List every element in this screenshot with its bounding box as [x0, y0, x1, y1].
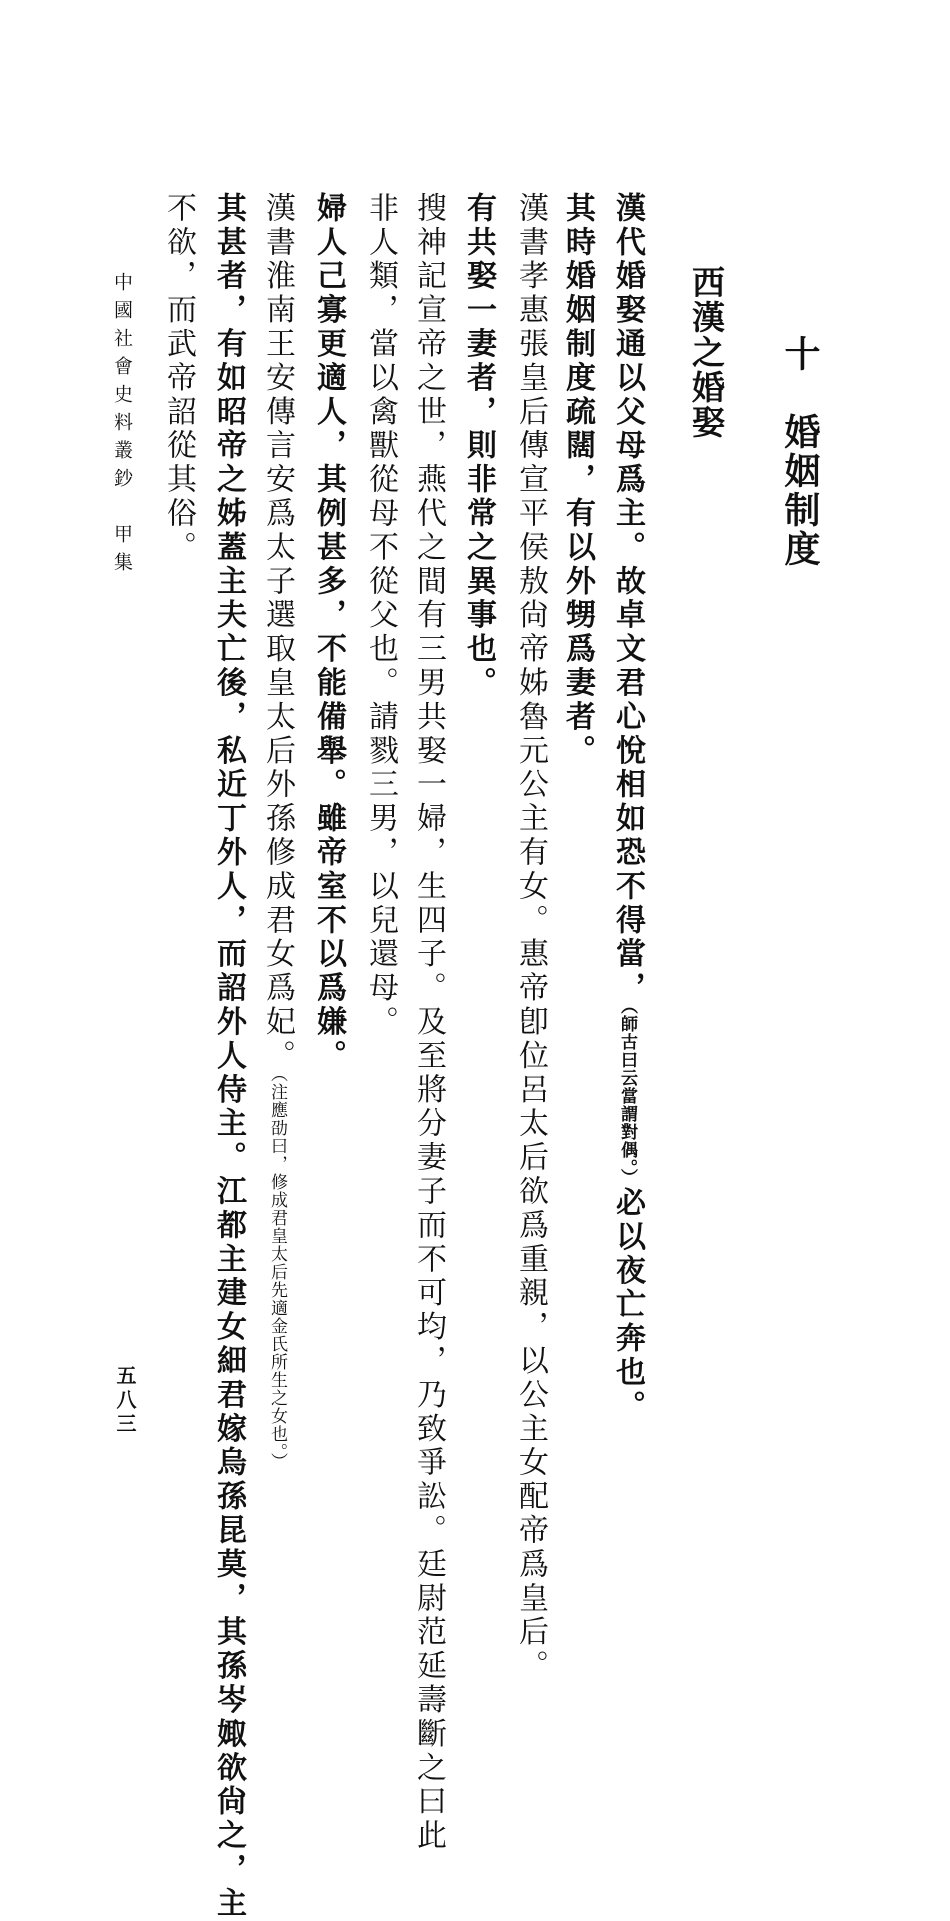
collection-title: 中國社會史料叢鈔 甲集	[111, 272, 133, 580]
line-main: 非人類，當以禽獸從母不從父也。請戮三男，以兒還母。	[363, 192, 398, 1040]
text-line-6	[363, 192, 398, 1040]
line-main: 婦人己寡更適人，其例甚多，不能備舉。雖帝室不以爲嫌。	[311, 192, 346, 1074]
text-line-4	[461, 192, 496, 701]
text-line-2	[560, 192, 595, 769]
line-main: 其時婚姻制度疏闊，有以外甥爲妻者。	[560, 192, 595, 769]
line-main: 有共娶一妻者，則非常之異事也。	[461, 192, 496, 701]
line-main: 其甚者，有如昭帝之姊蓋主夫亡後，私近丁外人，而詔外人侍主。江都主建女細君嫁烏孫昆莫，其孫岑娵欲尙之，主	[211, 192, 246, 1921]
text-line-7	[311, 192, 346, 1074]
text-line-5	[411, 192, 446, 1854]
line-main: 搜神記宣帝之世，燕代之間有三男共娶一婦，生四子。及至將分妻子而不可均，乃致爭訟。廷尉范延壽斷之曰此	[411, 192, 446, 1854]
line-main: 漢書孝惠張皇后傳宣平侯敖尙帝姊魯元公主有女。惠帝卽位呂太后欲爲重親，以公主女配帝爲皇后。	[513, 192, 548, 1684]
chapter-title: 十 婚姻制度	[779, 335, 821, 569]
line-note: （注應劭曰，修成君皇太后先適金氏所生之女也。）	[267, 1073, 287, 1471]
text-line-10	[161, 192, 196, 565]
text-line-1	[610, 192, 645, 1424]
line-main: 漢書淮南王安傳言安爲太子選取皇太后外孫修成君女爲妃。	[260, 192, 295, 1074]
line-main: 不欲，而武帝詔從其俗。	[161, 192, 196, 565]
text-line-9	[211, 192, 246, 1921]
line-main: 漢代婚娶通以父母爲主。故卓文君心悅相如恐不得當，	[610, 192, 645, 1006]
line-note: （師古曰云當謂對偶。）	[617, 1005, 637, 1187]
section-title: 西漢之婚娶	[687, 265, 726, 440]
page-number: 五八三	[113, 1365, 137, 1437]
text-line-8	[260, 192, 295, 1471]
text-line-3	[513, 192, 548, 1684]
line-tail: 必以夜亡奔也。	[610, 1186, 645, 1424]
